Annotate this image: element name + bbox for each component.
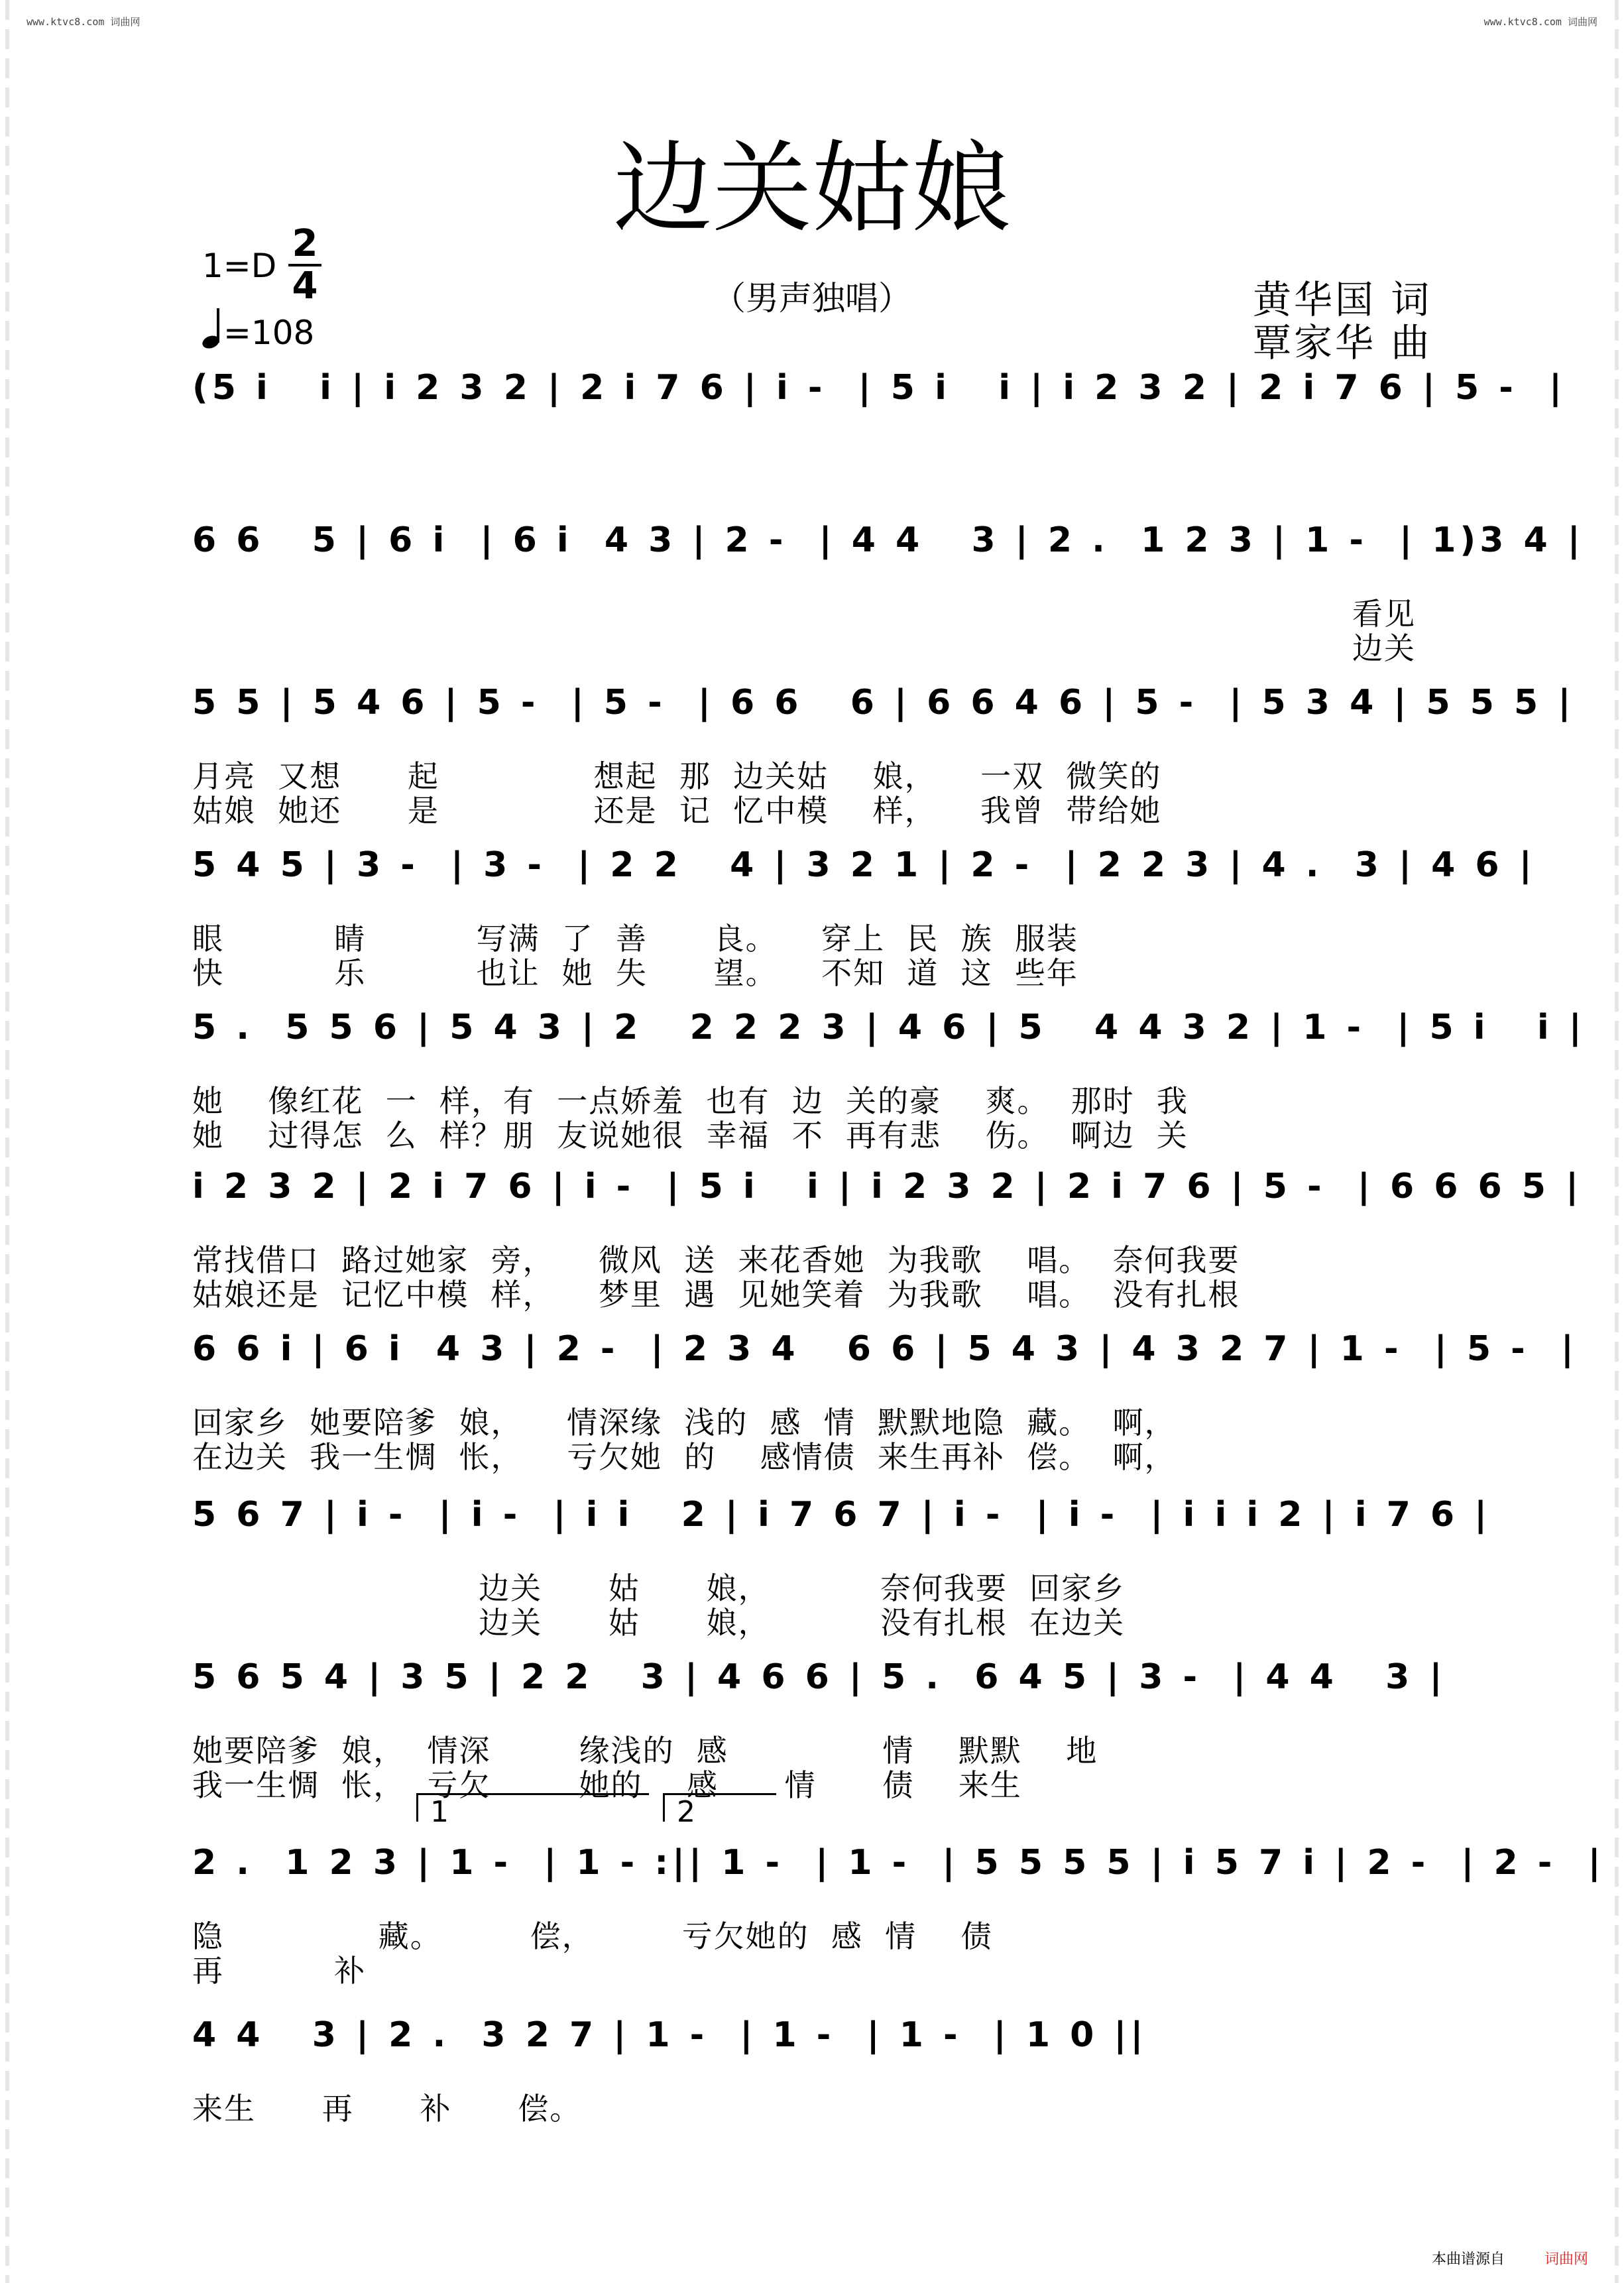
notation-line: 5 4 5 | 3 - | 3 - | 2 2 4 | 3 2 1 | 2 - | 2 2 3 | 4 . 3 | 4 6 | bbox=[192, 845, 1536, 885]
song-subtitle: （男声独唱） bbox=[713, 279, 911, 318]
notation-row bbox=[192, 1999, 1438, 2072]
notation-row bbox=[192, 1478, 1491, 1551]
lyric-line-2: 她 过得怎 么 样？朋 友说她很 幸福 不 再有悲 伤。 啊边 关 bbox=[192, 1118, 1189, 1153]
first-ending-number: 1 bbox=[430, 1795, 449, 1829]
second-ending-bracket bbox=[663, 1793, 776, 1829]
page-border-right bbox=[1615, 0, 1619, 2283]
lyric-line-1: 回家乡 她要陪爹 娘， 情深缘 浅的 感 情 默默地隐 藏。 啊， bbox=[192, 1405, 1177, 1440]
time-signature bbox=[288, 222, 321, 308]
lyric-line-2: 在边关 我一生惆 怅， 亏欠她 的 感情债 来生再补 偿。 啊， bbox=[192, 1439, 1177, 1475]
notation-row bbox=[192, 666, 1575, 739]
notation-row bbox=[192, 1313, 1578, 1385]
site-watermark-left: www.ktvc8.com 词曲网 bbox=[27, 16, 141, 28]
quarter-note-icon bbox=[202, 308, 223, 348]
time-signature-top: 2 bbox=[292, 222, 318, 265]
notation-row bbox=[192, 1150, 1583, 1223]
footer-site-logo: 词曲网 bbox=[1544, 2251, 1589, 2268]
lyric-line-1: 常找借口 路过她家 旁， 微风 送 来花香她 为我歌 唱。 奈何我要 bbox=[192, 1242, 1240, 1278]
composer-credit: 覃家华 曲 bbox=[1253, 320, 1432, 365]
notation-line: 5 6 7 | i - | i - | i i 2 | i 7 6 7 | i - | i - | i i i 2 | i 7 6 | bbox=[192, 1495, 1491, 1535]
lyric-line-1: 她要陪爹 娘， 情深 缘浅的 感 情 默默 地 bbox=[192, 1733, 1098, 1769]
notation-row bbox=[192, 1641, 1446, 1714]
page-border-left bbox=[5, 0, 9, 2283]
lyric-line-1: 月亮 又想 起 想起 那 边关姑 娘， 一双 微笑的 bbox=[192, 758, 1162, 794]
lyric-line-1: 眼 睛 写满 了 善 良。 穿上 民 族 服装 bbox=[192, 921, 1078, 957]
notation-row bbox=[192, 991, 1586, 1064]
notation-line: 5 5 | 5 4 6 | 5 - | 5 - | 6 6 6 | 6 6 4 6 | 5 - | 5 3 4 | 5 5 5 | bbox=[192, 683, 1575, 723]
site-watermark-right: www.ktvc8.com 词曲网 bbox=[1483, 16, 1597, 28]
lyric-line-1: 她 像红花 一 样，有 一点娇羞 也有 边 关的豪 爽。 那时 我 bbox=[192, 1083, 1189, 1119]
second-ending-number: 2 bbox=[677, 1795, 695, 1829]
song-title: 边关姑娘 bbox=[612, 131, 1011, 247]
lyric-line-2: 边关 bbox=[1352, 630, 1416, 666]
lyric-line-1: 看见 bbox=[1352, 596, 1416, 632]
notation-line: (5 i i | i 2 3 2 | 2 i 7 6 | i - | 5 i i | i 2 3 2 | 2 i 7 6 | 5 - | bbox=[192, 368, 1566, 408]
lyric-line-2: 我一生惆 怅， 亏欠 她的 感 情 债 来生 bbox=[192, 1767, 1022, 1803]
lyric-line-1: 隐 藏。 偿， 亏欠她的 感 情 债 bbox=[192, 1918, 993, 1954]
lyric-line-2: 边关 姑 娘， 没有扎根 在边关 bbox=[192, 1605, 1126, 1641]
lyric-line-1: 边关 姑 娘， 奈何我要 回家乡 bbox=[192, 1570, 1126, 1606]
lyric-line-2: 快 乐 也让 她 失 望。 不知 道 这 些年 bbox=[192, 955, 1078, 991]
first-ending-bracket bbox=[416, 1793, 649, 1829]
notation-row bbox=[192, 1826, 1605, 1899]
notation-row bbox=[192, 351, 1566, 424]
notation-line: 4 4 3 | 2 . 3 2 7 | 1 - | 1 - | 1 - | 1 0 || bbox=[192, 2015, 1147, 2055]
time-signature-bottom: 4 bbox=[292, 264, 318, 308]
key-signature: 1=D bbox=[202, 247, 277, 285]
notation-line: 5 6 5 4 | 3 5 | 2 2 3 | 4 6 6 | 5 . 6 4 5 | 3 - | 4 4 3 | bbox=[192, 1657, 1446, 1697]
notation-line: i 2 3 2 | 2 i 7 6 | i - | 5 i i | i 2 3 2 | 2 i 7 6 | 5 - | 6 6 6 5 | bbox=[192, 1167, 1583, 1206]
notation-line: 5 . 5 5 6 | 5 4 3 | 2 2 2 2 3 | 4 6 | 5 4 4 3 2 | 1 - | 5 i i | bbox=[192, 1008, 1586, 1047]
tempo-value: =108 bbox=[223, 314, 315, 352]
notation-line: 6 6 i | 6 i 4 3 | 2 - | 2 3 4 6 6 | 5 4 3 | 4 3 2 7 | 1 - | 5 - | bbox=[192, 1329, 1578, 1369]
lyric-line-2: 再 补 bbox=[192, 1953, 367, 1989]
notation-line: 2 . 1 2 3 | 1 - | 1 - :|| 1 - | 1 - | 5 5 5 5 | i 5 7 i | 2 - | 2 - | bbox=[192, 1843, 1605, 1883]
lyric-line-2: 姑娘还是 记忆中模 样， 梦里 遇 见她笑着 为我歌 唱。 没有扎根 bbox=[192, 1277, 1240, 1313]
lyric-line-1: 来生 再 补 偿。 bbox=[192, 2091, 582, 2127]
tempo-marking bbox=[202, 308, 314, 352]
lyric-line-2: 姑娘 她还 是 还是 记 忆中模 样， 我曾 带给她 bbox=[192, 793, 1162, 829]
notation-line: 6 6 5 | 6 i | 6 i 4 3 | 2 - | 4 4 3 | 2 . 1 2 3 | 1 - | 1)3 4 | bbox=[192, 520, 1584, 560]
footer-source-label: 本曲谱源自 bbox=[1432, 2251, 1505, 2268]
notation-row bbox=[192, 504, 1584, 577]
lyricist-credit: 黄华国 词 bbox=[1253, 277, 1432, 322]
notation-row bbox=[192, 829, 1536, 902]
